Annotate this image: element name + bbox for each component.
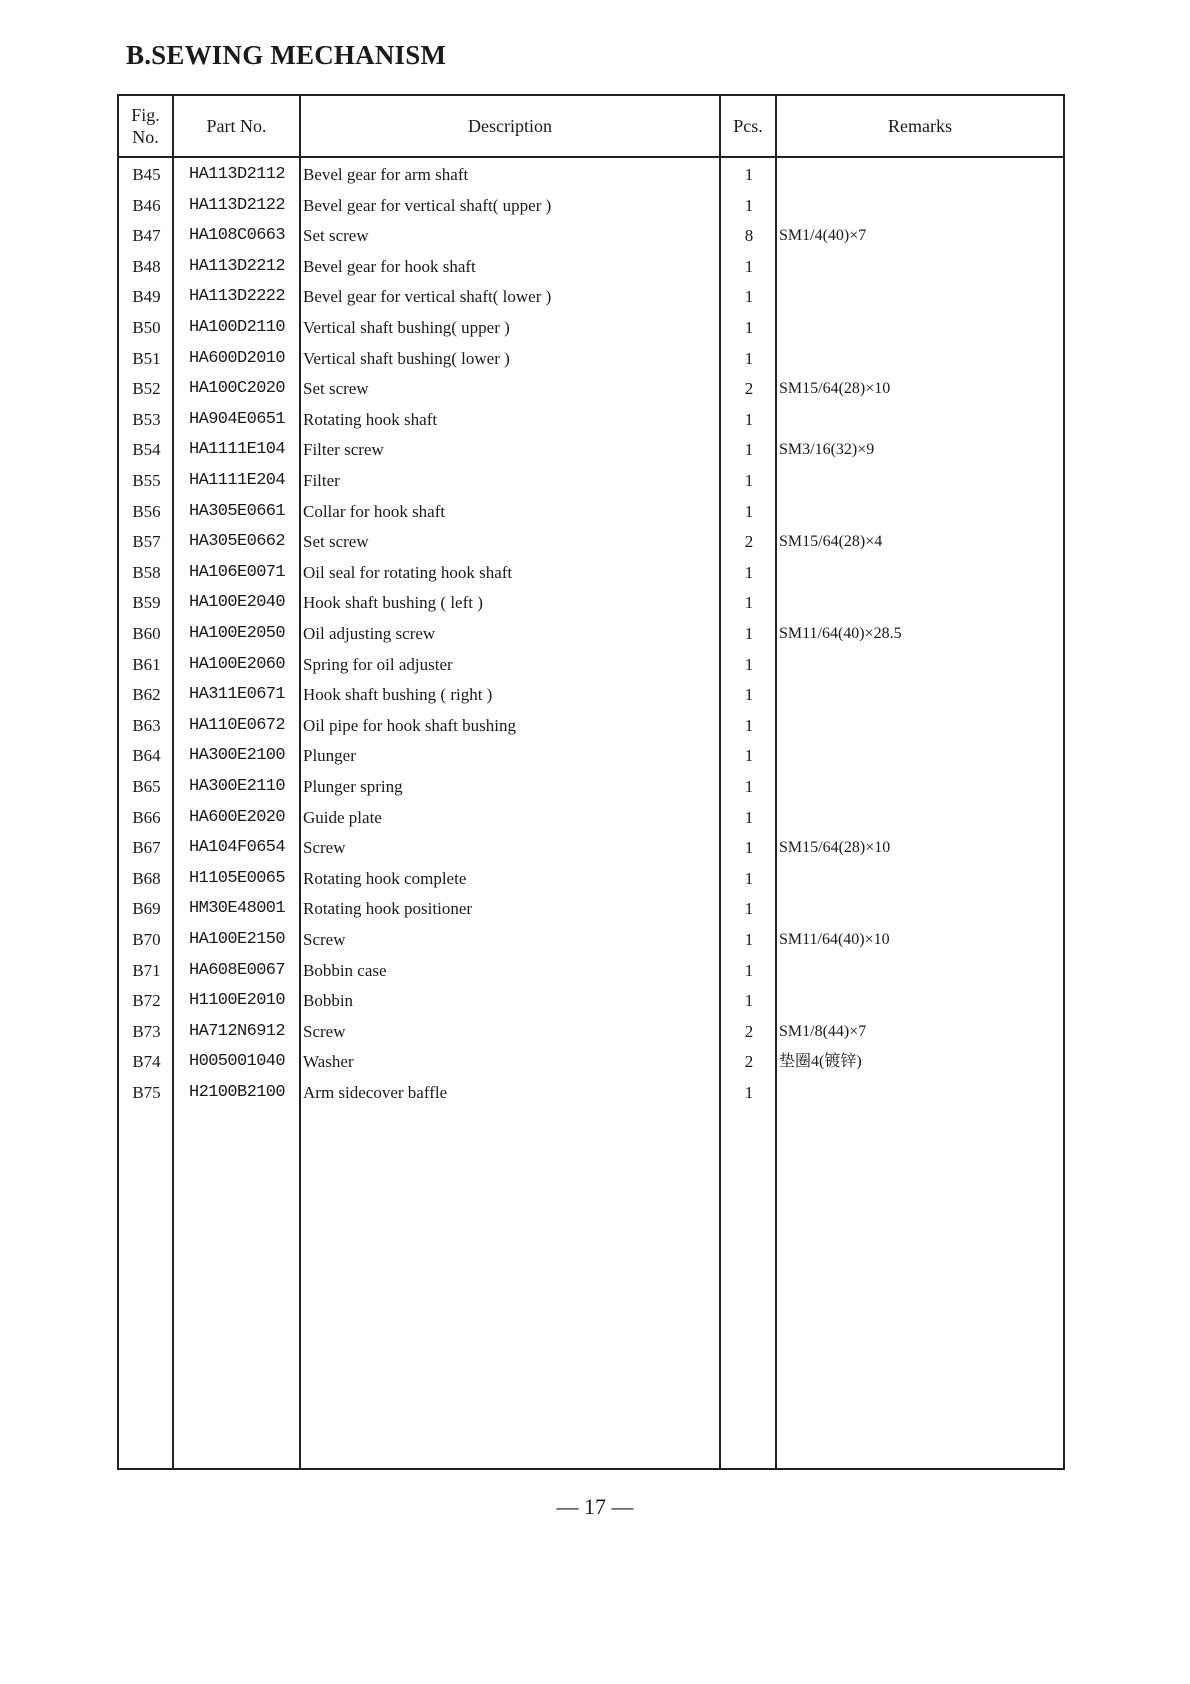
fig-no-cell: B49 bbox=[132, 287, 161, 307]
part-no-cell: HA600E2020 bbox=[188, 807, 286, 827]
pcs-cell: 1 bbox=[744, 624, 754, 643]
remarks-cell bbox=[779, 588, 1059, 618]
table-row bbox=[119, 405, 1063, 435]
fig-no-cell: B58 bbox=[132, 562, 161, 582]
fig-no-cell: B56 bbox=[132, 501, 161, 521]
part-no-cell: HA305E0662 bbox=[188, 532, 286, 552]
parts-table bbox=[117, 94, 1065, 1470]
fig-no-cell: B60 bbox=[132, 624, 161, 643]
part-no-cell: HA100E2150 bbox=[188, 930, 286, 949]
pcs-cell: 1 bbox=[744, 930, 754, 949]
table-row bbox=[119, 894, 1063, 924]
description-cell: Oil adjusting screw bbox=[303, 624, 436, 643]
pcs-cell: 1 bbox=[744, 960, 754, 980]
fig-no-cell: B73 bbox=[132, 1021, 161, 1041]
description-cell: Collar for hook shaft bbox=[303, 501, 446, 521]
pcs-cell: 1 bbox=[744, 409, 754, 429]
remarks-cell: SM1/4(40)×7 bbox=[779, 227, 867, 245]
remarks-cell bbox=[779, 711, 1059, 741]
description-cell: Bobbin case bbox=[303, 960, 387, 980]
pcs-cell: 2 bbox=[744, 379, 754, 399]
description-cell: Plunger bbox=[303, 746, 356, 766]
part-no-cell: H2100B2100 bbox=[188, 1083, 286, 1102]
part-no-cell: HA300E2100 bbox=[188, 746, 286, 766]
description-cell: Hook shaft bushing ( left ) bbox=[303, 593, 483, 613]
table-row bbox=[119, 344, 1063, 374]
table-row bbox=[119, 160, 1063, 190]
pcs-cell: 1 bbox=[744, 868, 754, 888]
part-no-cell: HA100C2020 bbox=[188, 379, 286, 399]
table-row bbox=[119, 956, 1063, 986]
remarks-cell bbox=[779, 344, 1059, 374]
fig-no-cell: B54 bbox=[132, 440, 161, 460]
header-description: Description bbox=[468, 116, 552, 136]
part-no-cell: H1105E0065 bbox=[188, 868, 286, 888]
fig-no-cell: B46 bbox=[132, 195, 161, 215]
remarks-cell: SM11/64(40)×10 bbox=[779, 931, 890, 948]
pcs-cell: 1 bbox=[744, 440, 754, 460]
remarks-cell: 垫圈4(镀锌) bbox=[779, 1053, 862, 1071]
part-no-cell: HA305E0661 bbox=[188, 501, 286, 521]
pcs-cell: 1 bbox=[744, 991, 754, 1011]
remarks-cell: SM1/8(44)×7 bbox=[779, 1022, 867, 1040]
part-no-cell: HA106E0071 bbox=[188, 562, 286, 582]
remarks-cell bbox=[779, 680, 1059, 710]
description-cell: Rotating hook positioner bbox=[303, 899, 473, 919]
table-row bbox=[119, 833, 1063, 863]
pcs-cell: 1 bbox=[744, 838, 754, 858]
table-row bbox=[119, 619, 1063, 649]
fig-no-cell: B52 bbox=[132, 379, 161, 399]
part-no-cell: HA1111E204 bbox=[188, 471, 286, 490]
part-no-cell: HM30E48001 bbox=[188, 899, 286, 919]
remarks-cell bbox=[779, 558, 1059, 588]
description-cell: Oil pipe for hook shaft bushing bbox=[303, 715, 516, 735]
table-row bbox=[119, 252, 1063, 282]
part-no-cell: HA1111E104 bbox=[188, 440, 286, 460]
description-cell: Oil seal for rotating hook shaft bbox=[303, 562, 513, 582]
remarks-cell bbox=[779, 650, 1059, 680]
table-row bbox=[119, 1017, 1063, 1047]
remarks-cell bbox=[779, 864, 1059, 894]
fig-no-cell: B68 bbox=[132, 868, 161, 888]
table-row bbox=[119, 986, 1063, 1016]
description-cell: Hook shaft bushing ( right ) bbox=[303, 685, 493, 705]
table-row bbox=[119, 191, 1063, 221]
description-cell: Filter screw bbox=[303, 440, 384, 460]
description-cell: Set screw bbox=[303, 532, 369, 552]
pcs-cell: 1 bbox=[744, 746, 754, 766]
remarks-cell bbox=[779, 282, 1059, 312]
header-remarks: Remarks bbox=[888, 116, 952, 136]
header-part-no: Part No. bbox=[206, 116, 267, 136]
remarks-cell bbox=[779, 313, 1059, 343]
pcs-cell: 1 bbox=[744, 1083, 754, 1102]
description-cell: Arm sidecover baffle bbox=[303, 1083, 448, 1102]
part-no-cell: HA600D2010 bbox=[188, 348, 286, 368]
remarks-cell bbox=[779, 741, 1059, 771]
part-no-cell: HA100E2040 bbox=[188, 593, 286, 613]
part-no-cell: H005001040 bbox=[188, 1052, 286, 1072]
remarks-cell bbox=[779, 1078, 1059, 1108]
section-title: B.SEWING MECHANISM bbox=[126, 40, 447, 70]
table-row bbox=[119, 1047, 1063, 1077]
pcs-cell: 1 bbox=[744, 777, 754, 796]
table-row bbox=[119, 711, 1063, 741]
pcs-cell: 1 bbox=[744, 256, 754, 276]
fig-no-cell: B63 bbox=[132, 715, 161, 735]
table-row bbox=[119, 527, 1063, 557]
description-cell: Vertical shaft bushing( lower ) bbox=[303, 348, 510, 368]
fig-no-cell: B71 bbox=[132, 960, 161, 980]
pcs-cell: 1 bbox=[744, 287, 754, 307]
pcs-cell: 8 bbox=[744, 226, 754, 246]
pcs-cell: 1 bbox=[744, 501, 754, 521]
table-row bbox=[119, 650, 1063, 680]
remarks-cell: SM11/64(40)×28.5 bbox=[779, 625, 902, 642]
description-cell: Rotating hook complete bbox=[303, 868, 467, 888]
remarks-cell bbox=[779, 894, 1059, 924]
fig-no-cell: B45 bbox=[132, 165, 161, 184]
fig-no-cell: B53 bbox=[132, 409, 161, 429]
pcs-cell: 2 bbox=[744, 1052, 754, 1072]
remarks-cell bbox=[779, 252, 1059, 282]
table-row bbox=[119, 588, 1063, 618]
description-cell: Filter bbox=[303, 471, 340, 490]
part-no-cell: HA100E2060 bbox=[188, 654, 286, 674]
part-no-cell: H1100E2010 bbox=[188, 991, 286, 1011]
pcs-cell: 1 bbox=[744, 562, 754, 582]
fig-no-cell: B65 bbox=[132, 777, 161, 796]
pcs-cell: 1 bbox=[744, 654, 754, 674]
header-fig-no: Fig. No. bbox=[131, 105, 160, 147]
fig-no-cell: B74 bbox=[132, 1052, 161, 1072]
description-cell: Screw bbox=[303, 930, 346, 949]
description-cell: Vertical shaft bushing( upper ) bbox=[303, 318, 510, 337]
table-row bbox=[119, 435, 1063, 465]
pcs-cell: 1 bbox=[744, 348, 754, 368]
part-no-cell: HA712N6912 bbox=[188, 1021, 286, 1041]
pcs-cell: 1 bbox=[744, 593, 754, 613]
remarks-cell: SM3/16(32)×9 bbox=[779, 441, 875, 459]
description-cell: Washer bbox=[303, 1052, 354, 1072]
pcs-cell: 1 bbox=[744, 807, 754, 827]
pcs-cell: 1 bbox=[744, 685, 754, 705]
part-no-cell: HA113D2122 bbox=[188, 195, 286, 215]
remarks-cell bbox=[779, 405, 1059, 435]
pcs-cell: 1 bbox=[744, 715, 754, 735]
part-no-cell: HA100E2050 bbox=[188, 624, 286, 643]
page-number: — 17 — bbox=[556, 1494, 634, 1519]
part-no-cell: HA311E0671 bbox=[188, 685, 286, 705]
table-row bbox=[119, 864, 1063, 894]
table-row bbox=[119, 466, 1063, 496]
remarks-cell bbox=[779, 772, 1059, 802]
fig-no-cell: B48 bbox=[132, 256, 161, 276]
table-row bbox=[119, 803, 1063, 833]
part-no-cell: HA100D2110 bbox=[188, 318, 286, 337]
table-row bbox=[119, 282, 1063, 312]
table-row bbox=[119, 497, 1063, 527]
header-divider bbox=[119, 156, 1063, 158]
table-row bbox=[119, 221, 1063, 251]
table-row bbox=[119, 313, 1063, 343]
fig-no-cell: B67 bbox=[132, 838, 161, 858]
table-row bbox=[119, 558, 1063, 588]
part-no-cell: HA113D2112 bbox=[188, 165, 286, 184]
description-cell: Guide plate bbox=[303, 807, 382, 827]
pcs-cell: 2 bbox=[744, 532, 754, 552]
part-no-cell: HA904E0651 bbox=[188, 409, 286, 429]
remarks-cell bbox=[779, 191, 1059, 221]
fig-no-cell: B57 bbox=[132, 532, 161, 552]
fig-no-cell: B75 bbox=[132, 1083, 161, 1102]
part-no-cell: HA104F0654 bbox=[188, 838, 286, 858]
description-cell: Rotating hook shaft bbox=[303, 409, 438, 429]
remarks-cell: SM15/64(28)×10 bbox=[779, 380, 891, 398]
fig-no-cell: B72 bbox=[132, 991, 161, 1011]
description-cell: Screw bbox=[303, 838, 346, 858]
description-cell: Plunger spring bbox=[303, 777, 403, 796]
pcs-cell: 1 bbox=[744, 318, 754, 337]
remarks-cell: SM15/64(28)×4 bbox=[779, 533, 883, 551]
header-pcs: Pcs. bbox=[733, 116, 763, 136]
description-cell: Bevel gear for arm shaft bbox=[303, 165, 469, 184]
pcs-cell: 1 bbox=[744, 195, 754, 215]
remarks-cell bbox=[779, 986, 1059, 1016]
description-cell: Screw bbox=[303, 1021, 346, 1041]
fig-no-cell: B62 bbox=[132, 685, 161, 705]
remarks-cell: SM15/64(28)×10 bbox=[779, 839, 891, 857]
description-cell: Set screw bbox=[303, 226, 369, 246]
pcs-cell: 1 bbox=[744, 899, 754, 919]
remarks-cell bbox=[779, 803, 1059, 833]
fig-no-cell: B69 bbox=[132, 899, 161, 919]
table-row bbox=[119, 680, 1063, 710]
fig-no-cell: B64 bbox=[132, 746, 161, 766]
fig-no-cell: B66 bbox=[132, 807, 161, 827]
fig-no-cell: B50 bbox=[132, 318, 161, 337]
fig-no-cell: B61 bbox=[132, 654, 161, 674]
remarks-cell bbox=[779, 956, 1059, 986]
table-row bbox=[119, 374, 1063, 404]
pcs-cell: 2 bbox=[744, 1021, 754, 1041]
pcs-cell: 1 bbox=[744, 471, 754, 490]
fig-no-cell: B47 bbox=[132, 226, 161, 246]
part-no-cell: HA108C0663 bbox=[188, 226, 286, 246]
fig-no-cell: B51 bbox=[132, 348, 161, 368]
fig-no-cell: B70 bbox=[132, 930, 161, 949]
description-cell: Bobbin bbox=[303, 991, 354, 1011]
pcs-cell: 1 bbox=[744, 165, 754, 184]
part-no-cell: HA113D2212 bbox=[188, 256, 286, 276]
remarks-cell bbox=[779, 466, 1059, 496]
remarks-cell bbox=[779, 160, 1059, 190]
description-cell: Set screw bbox=[303, 379, 369, 399]
table-row bbox=[119, 741, 1063, 771]
table-row bbox=[119, 772, 1063, 802]
description-cell: Bevel gear for hook shaft bbox=[303, 256, 476, 276]
fig-no-cell: B59 bbox=[132, 593, 161, 613]
part-no-cell: HA300E2110 bbox=[188, 777, 286, 796]
part-no-cell: HA608E0067 bbox=[188, 960, 286, 980]
description-cell: Bevel gear for vertical shaft( upper ) bbox=[303, 195, 552, 215]
part-no-cell: HA113D2222 bbox=[188, 287, 286, 307]
table-row bbox=[119, 1078, 1063, 1108]
fig-no-cell: B55 bbox=[132, 471, 161, 490]
remarks-cell bbox=[779, 497, 1059, 527]
description-cell: Bevel gear for vertical shaft( lower ) bbox=[303, 287, 552, 307]
description-cell: Spring for oil adjuster bbox=[303, 654, 453, 674]
part-no-cell: HA110E0672 bbox=[188, 715, 286, 735]
table-row bbox=[119, 925, 1063, 955]
